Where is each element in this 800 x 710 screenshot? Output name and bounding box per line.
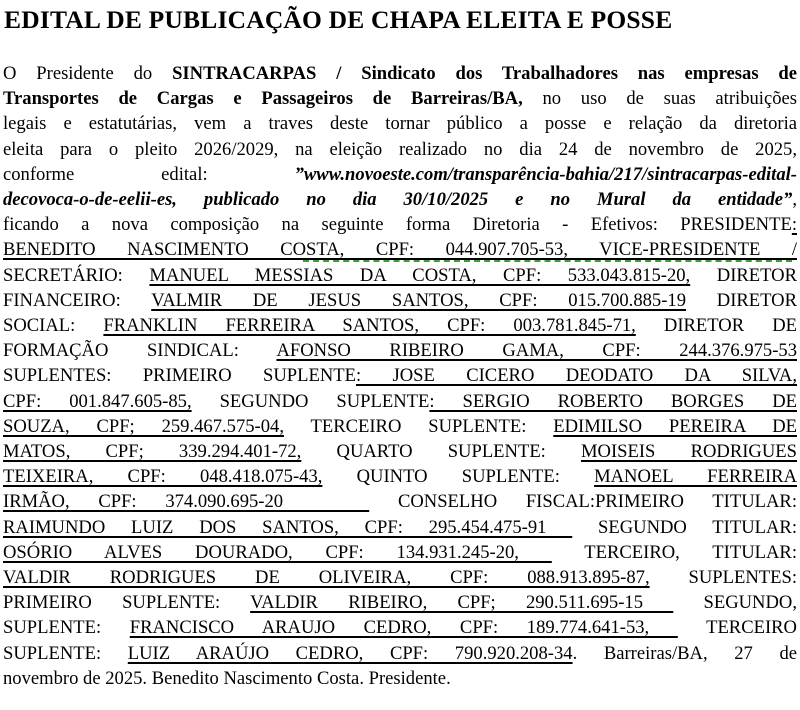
text-segment: legais e estatutárias, vem a traves deste tornar público a posse e relação da diretoria [3,113,797,135]
text-segment: BENEDITO NASCIMENTO COSTA, CPF: 044.907.705-53, VICE-PRESIDENTE / [3,239,797,261]
text-line-9 [3,263,797,288]
text-segment: DIRETOR [686,289,797,311]
text-segment: SUPLENTES: PRIMEIRO SUPLENTE [3,365,356,387]
text-segment: SEGUNDO, [673,592,797,614]
text-segment: FRANKLIN FERREIRA SANTOS, CPF: 003.781.845-71, [103,315,636,337]
text-segment: MANOEL FERREIRA [594,466,797,488]
text-line-11 [3,313,797,338]
text-line-24 [3,641,797,666]
text-segment: TERCEIRO SUPLENTE: [283,415,554,437]
text-segment: AFONSO RIBEIRO GAMA, CPF: 244.376.975-53 [276,340,797,362]
text-segment: : JOSE CICERO DEODATO DA SILVA, [355,365,797,387]
text-segment: : SERGIO ROBERTO BORGES DE [429,390,797,412]
text-line-16 [3,439,797,464]
text-segment: decovoca-o-de-eelii-es, publicado no dia 30/10/2025 e no Mural da entidade” [3,189,793,211]
text-segment: QUINTO SUPLENTE: [322,466,595,488]
text-segment: ficando a nova composição na seguinte forma Diretoria - Efetivos: PRESIDENTE [3,214,792,236]
text-segment: MATOS, CPF; 339.294.401-72, [3,441,302,463]
text-segment: SUPLENTES: [649,567,798,589]
text-segment: conforme edital: [3,163,295,185]
text-segment: FINANCEIRO: [3,289,152,311]
text-segment: TERCEIRO [677,617,797,639]
text-segment: FRANCISCO ARAUJO CEDRO, CPF: 189.774.641-53, [129,617,678,639]
text-line-12 [3,338,797,363]
text-segment: , [792,189,797,211]
text-segment: RAIMUNDO LUIZ DOS SANTOS, CPF: 295.454.475-91 [3,516,573,538]
text-segment: eleita para o pleito 2026/2029, na eleição realizado no dia 24 de novembro de 2025, [3,138,797,160]
document-body [3,61,797,691]
text-line-18 [3,489,797,514]
text-line-21 [3,565,797,590]
text-segment: : [791,214,797,236]
text-line-1 [3,61,797,86]
text-segment: SOCIAL: [3,315,104,337]
text-line-13 [3,363,797,388]
text-segment: DIRETOR DE [635,315,797,337]
text-line-22 [3,590,797,615]
text-line-5 [3,162,797,187]
text-line-2 [3,86,797,111]
text-line-3 [3,111,797,136]
text-line-8 [3,237,797,262]
text-line-7 [3,212,797,237]
text-segment: CONSELHO FISCAL:PRIMEIRO TITULAR: [369,491,797,513]
text-segment: ”www.novoeste.com/transparência-bahia/217/sintracarpas-edital- [294,163,797,185]
text-segment: . Barreiras/BA, 27 de [572,642,797,664]
text-segment: SUPLENTE: [3,617,130,639]
text-segment: FORMAÇÃO SINDICAL: [3,340,277,362]
text-line-19 [3,515,797,540]
text-segment: LUIZ ARAÚJO CEDRO, CPF: 790.920.208-34 [127,642,573,664]
text-segment: CPF: 001.847.605-85, [3,390,192,412]
text-line-4 [3,137,797,162]
text-line-23 [3,615,797,640]
text-segment: VALDIR RODRIGUES DE OLIVEIRA, CPF: 088.913.895-87, [3,567,650,589]
text-segment: IRMÃO, CPF: 374.090.695-20 [3,491,370,513]
text-line-15 [3,414,797,439]
text-segment: SOUZA, CPF; 259.467.575-04, [3,415,284,437]
text-line-25 [3,666,797,691]
text-segment: TERCEIRO, TITULAR: [551,541,797,563]
text-segment: MANUEL MESSIAS DA COSTA, CPF: 533.043.815-20, [149,264,691,286]
text-segment: no uso de suas atribuições [522,88,797,110]
text-segment: SEGUNDO TITULAR: [572,516,797,538]
text-line-17 [3,464,797,489]
text-segment: novembro de 2025. Benedito Nascimento Costa. Presidente. [3,667,451,689]
text-segment: VALMIR DE JESUS SANTOS, CPF: 015.700.885-19 [151,289,687,311]
text-line-20 [3,540,797,565]
document-title: EDITAL DE PUBLICAÇÃO DE CHAPA ELEITA E POSSE [4,5,673,34]
text-line-10 [3,288,797,313]
text-segment: DIRETOR [690,264,797,286]
text-segment: SECRETÁRIO: [3,264,150,286]
text-segment: QUARTO SUPLENTE: [301,441,582,463]
text-segment: Transportes de Cargas e Passageiros de Barreiras/BA, [3,88,523,110]
text-segment: SINTRACARPAS / Sindicato dos Trabalhadores nas empresas de [172,63,798,84]
text-segment: SUPLENTE: [3,642,128,664]
text-line-14 [3,389,797,414]
text-segment: OSÓRIO ALVES DOURADO, CPF: 134.931.245-20, [3,541,552,563]
text-segment: PRIMEIRO SUPLENTE: [3,592,251,614]
text-segment: MOISEIS RODRIGUES [581,441,797,463]
text-segment: EDIMILSO PEREIRA DE [553,415,797,437]
text-segment: SEGUNDO SUPLENTE [191,390,430,412]
text-segment: VALDIR RIBEIRO, CPF; 290.511.695-15 [250,592,674,614]
text-segment: O Presidente do [3,63,173,84]
text-line-6 [3,187,797,212]
text-segment: TEIXEIRA, CPF: 048.418.075-43, [3,466,323,488]
